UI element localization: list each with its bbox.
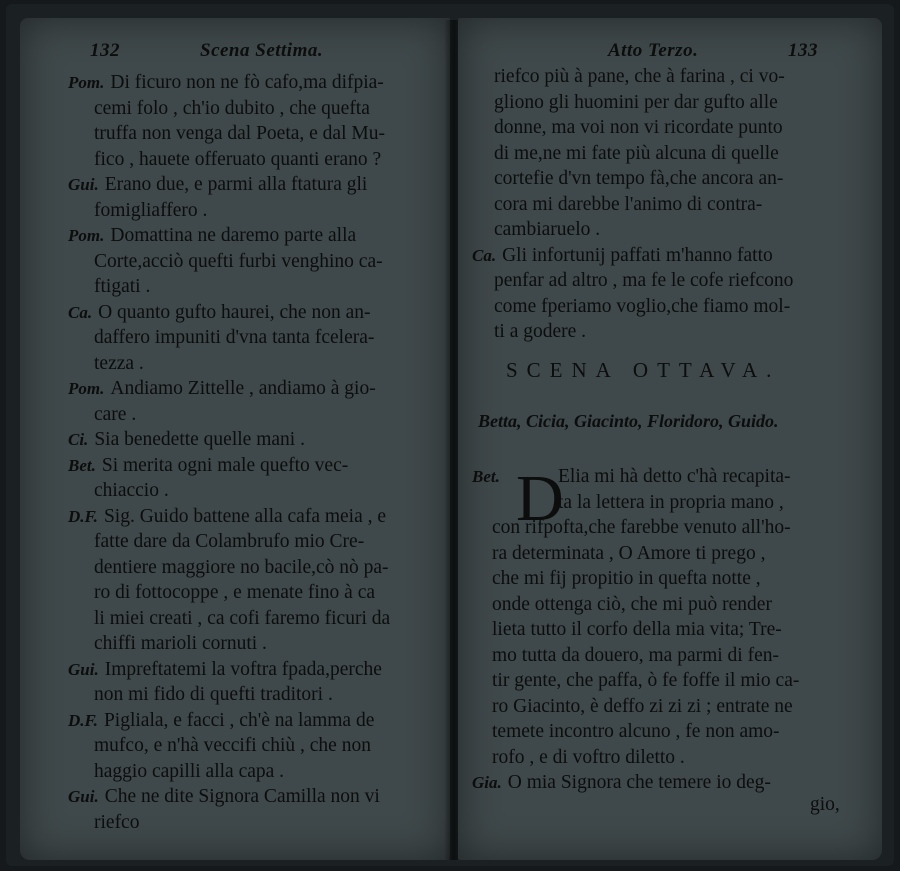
line-text: ro di fottocoppe , e menate fino à ca [94, 582, 376, 603]
speaker-label: Ci. [68, 430, 89, 449]
line-text: Gli infortunij paffati m'hanno fatto [502, 244, 773, 266]
text-line [68, 376, 376, 402]
speaker-label: Gui. [68, 659, 99, 679]
text-line [94, 325, 374, 351]
speaker-label: Gui. [68, 175, 99, 194]
text-line [94, 682, 333, 708]
open-book [6, 4, 894, 866]
page-number: 133 [788, 40, 818, 61]
text-line [68, 172, 367, 198]
speaker-label: Bet. [472, 467, 500, 486]
text-line [94, 274, 150, 300]
line-text: gliono gli huomini per dar gufto alle [494, 91, 778, 113]
text-line: ta la lettera in propria mano , [558, 491, 784, 513]
line-text: daffero impuniti d'vna tanta fcelera- [94, 327, 375, 348]
catchword: gio, [810, 793, 840, 815]
page-number: 132 [90, 40, 120, 61]
speaker-label: Pom. [68, 73, 105, 92]
text-line: con rifpofta,che farebbe venuto all'ho- [492, 517, 791, 538]
line-text: fomigliaffero . [94, 199, 208, 221]
line-text: cambiaruelo . [494, 219, 601, 240]
scene-title: SCENA OTTAVA. [506, 358, 781, 382]
text-line [94, 733, 371, 759]
line-text: Andiamo Zittelle , andiamo à gio- [110, 378, 376, 399]
speaker-label: Bet. [68, 455, 96, 475]
text-block [20, 18, 450, 860]
text-line: tir gente, che paffa, ò fe foffe il mio ca- [492, 670, 800, 691]
speaker-label: D.F. [68, 710, 98, 730]
running-head: Scena Settima. [200, 40, 324, 61]
line-text: di me,ne mi fate più alcuna di quelle [494, 142, 779, 164]
line-text: ftigati . [94, 276, 151, 297]
text-line [68, 453, 348, 479]
character-list: Betta, Cicia, Giacinto, Floridoro, Guido. [478, 411, 779, 431]
text-line [94, 402, 136, 428]
line-text: Corte,acciò quefti furbi venghino ca- [94, 250, 383, 272]
line-text: chiffi marioli cornuti . [94, 633, 267, 654]
speaker-label [472, 464, 506, 490]
text-line [94, 759, 284, 785]
speech-block [458, 18, 882, 860]
line-text: Che ne dite Signora Camilla non vi [104, 786, 380, 807]
text-line: ro Giacinto, è deffo zi zi zi ; entrate ne [492, 695, 793, 717]
text-line: onde ottenga ciò, che mi può render [492, 593, 772, 615]
speaker-label: Pom. [68, 379, 105, 398]
text-line [472, 770, 771, 796]
text-line [94, 147, 381, 173]
line-text: haggio capilli alla capa . [94, 760, 285, 782]
line-text: Erano due, e parmi alla ftatura gli [104, 174, 368, 195]
text-line [68, 784, 380, 810]
line-text: riefco [94, 811, 140, 833]
line-text: penfar ad altro , ma fe le cofe riefcono [494, 270, 794, 291]
text-line [94, 478, 169, 504]
text-line [68, 70, 384, 96]
text-line [94, 96, 370, 122]
text-line: rofo , e di voftro diletto . [492, 746, 685, 768]
text-line [94, 351, 144, 377]
text-line [94, 249, 383, 275]
line-text: Impreftatemi la voftra fpada,perche [104, 658, 382, 680]
line-text: Pigliala, e facci , ch'è na lamma de [103, 709, 375, 731]
text-line [94, 555, 389, 581]
line-text: dentiere maggiore no bacile,cò nò pa- [94, 556, 389, 578]
speaker-label: Pom. [68, 226, 105, 245]
line-text: Si merita ogni male quefto vec- [101, 454, 349, 476]
line-text: truffa non venga dal Poeta, e dal Mu- [94, 123, 385, 144]
line-text: Sia benedette quelle mani . [94, 429, 305, 450]
text-line [68, 427, 305, 453]
drop-cap: D [516, 462, 564, 535]
text-line [94, 529, 364, 555]
text-line: lieta tutto il corfo della mia vita; Tre- [492, 619, 782, 640]
line-text: chiaccio . [94, 480, 169, 501]
line-text: cemi folo , ch'io dubito , che quefta [94, 97, 370, 119]
text-line [94, 810, 139, 836]
line-text: come fperiamo voglio,che fiamo mol- [494, 295, 791, 317]
line-text: O mia Signora che temere io deg- [507, 772, 771, 793]
text-line [94, 606, 390, 632]
line-text: O quanto gufto haurei, che non an- [98, 301, 371, 323]
line-text: Di ficuro non ne fò cafo,ma difpia- [110, 72, 384, 93]
right-page [458, 18, 882, 860]
text-line: che mi fij propitio in quefta notte , [492, 568, 761, 589]
speaker-label: Gia. [472, 773, 502, 792]
text-line [94, 580, 375, 606]
line-text: ti a godere . [494, 321, 587, 342]
left-page [20, 18, 450, 860]
line-text: fatte dare da Colambrufo mio Cre- [94, 531, 365, 552]
speaker-label: Ca. [472, 245, 497, 265]
text-line [94, 198, 207, 224]
line-text: care . [94, 403, 137, 425]
line-text: Domattina ne daremo parte alla [110, 225, 357, 246]
line-text: donne, ma voi non vi ricordate punto [494, 117, 783, 138]
text-line [68, 300, 370, 326]
text-line [68, 657, 382, 683]
line-text: tezza . [94, 352, 144, 374]
text-line [68, 223, 356, 249]
line-text: fico , hauete offeruato quanti erano ? [94, 148, 382, 170]
text-line: temete incontro alcuno , fe non amo- [492, 721, 780, 742]
text-line [94, 121, 385, 147]
line-text: cora mi darebbe l'animo di contra- [494, 193, 763, 215]
speaker-label: Ca. [68, 302, 93, 322]
text-line: Elia mi hà detto c'hà recapita- [558, 466, 791, 487]
speaker-label: D.F. [68, 506, 98, 526]
running-head: Atto Terzo. [608, 40, 699, 61]
line-text: Sig. Guido battene alla cafa meia , e [103, 505, 387, 527]
text-line: mo tutta da douero, ma parmi di fen- [492, 644, 779, 666]
text-line [68, 708, 374, 734]
speaker-label: Gui. [68, 787, 99, 806]
line-text: mufco, e n'hà veccifi chiù , che non [94, 735, 371, 756]
line-text: cortefie d'vn tempo fà,che ancora an- [494, 168, 784, 189]
text-line [68, 504, 386, 530]
text-line: ra determinata , O Amore ti prego , [492, 542, 766, 564]
line-text: li miei creati , ca cofi faremo ficuri da [94, 607, 391, 629]
line-text: riefco più à pane, che à farina , ci vo- [494, 66, 785, 87]
text-line [94, 631, 267, 657]
line-text: non mi fido di quefti traditori . [94, 684, 333, 705]
